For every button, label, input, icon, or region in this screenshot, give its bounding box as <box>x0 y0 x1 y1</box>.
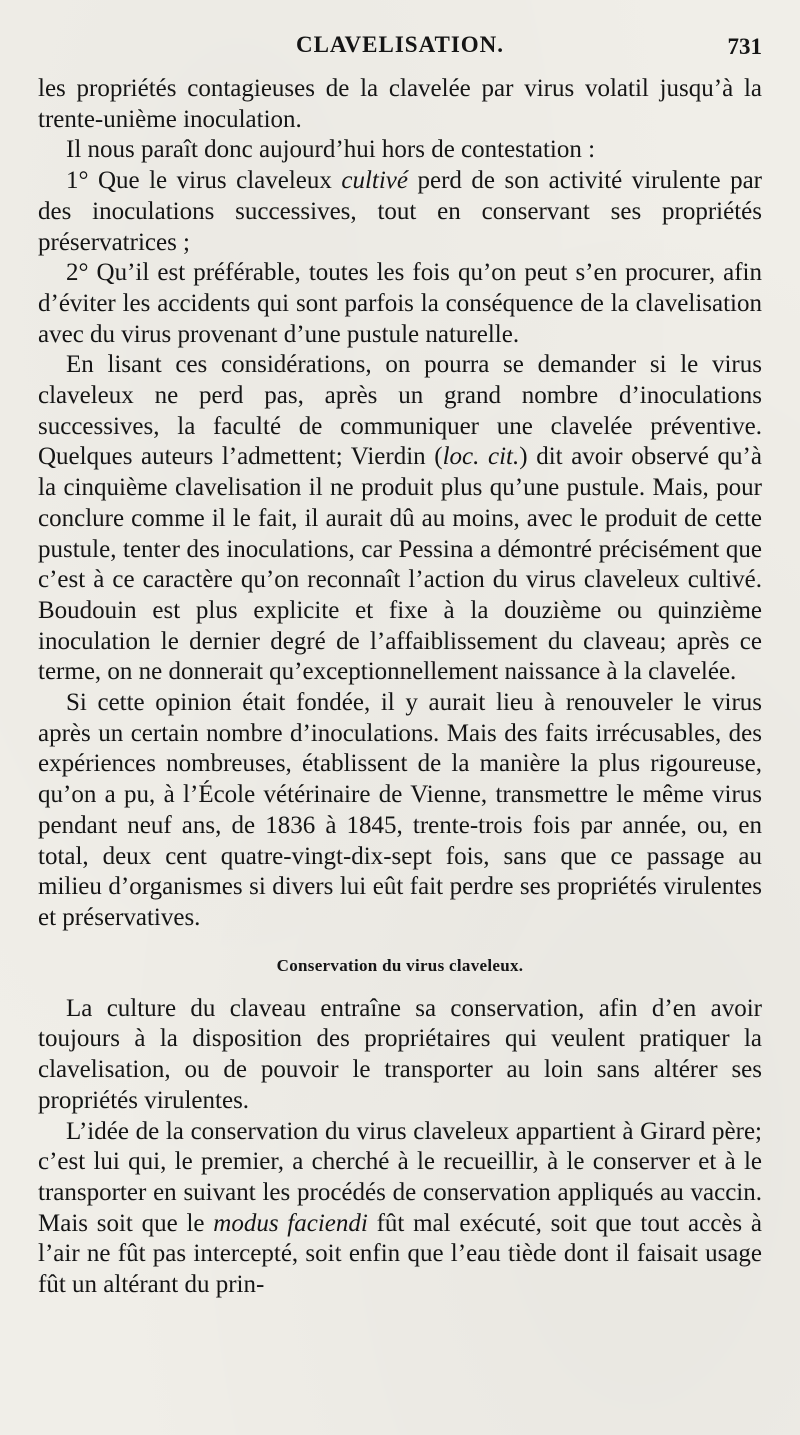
page-number: 731 <box>727 34 762 59</box>
paragraph <box>38 135 762 166</box>
paragraph-text: Si cette opinion était fondée, il y aurait lieu à renouveler le virus après un certain nombre d’inoculations. Mais des faits irrécusables, des expériences nombreuses, établissent de la manière la plus rigoureuse, qu’on a pu, à l’École vétérinaire de Vienne, transmettre le même virus pendant neuf ans, de 1836 à 1845, trente-trois fois par année, ou, en total, deux cent quatre-vingt-dix-sept fois, sans que ce passage au milieu d’organismes si divers lui eût fait perdre ses propriétés virulentes et préservatives. <box>38 689 762 931</box>
paragraph-text: La culture du claveau entraîne sa conservation, afin d’en avoir toujours à la disposition des propriétaires qui veulent pratiquer la clavelisation, ou de pouvoir le transporter au loin sans altérer ses propriétés virulentes. <box>38 994 762 1114</box>
paragraph <box>38 1117 762 1301</box>
paragraph <box>38 258 762 350</box>
paragraph-text: perd de son activité virulente par des inoculations successives, tout en conservant ses propriétés préservatrices ; <box>38 167 762 256</box>
paragraphs-bottom <box>38 994 762 1301</box>
paragraph <box>38 74 762 135</box>
paragraph-text: fût mal exécuté, soit que tout accès à l’air ne fût pas intercepté, soit enfin que l’eau tiède dont il faisait usage fût un altérant du prin- <box>38 1209 762 1299</box>
paragraph-text: L’idée de la conservation du virus claveleux appartient à Girard père; c’est lui qui, le premier, a cherché à le recueillir, à le conserver et à le transporter en suivant les procédés de conservation appliqués au vaccin. Mais soit que le <box>38 1117 762 1237</box>
italic-text: modus faciendi <box>213 1209 368 1237</box>
body-text <box>38 74 762 1301</box>
page-header <box>38 32 762 66</box>
paragraph-text: 1° Que le virus claveleux <box>66 167 342 195</box>
paragraph <box>38 166 762 258</box>
paragraph <box>38 688 762 934</box>
paragraphs-top <box>38 74 762 934</box>
paragraph-text: les propriétés contagieuses de la clavelée par virus volatil jusqu’à la trente-unième inoculation. <box>38 75 762 133</box>
paragraph-text: 2° Qu’il est préférable, toutes les fois qu’on peut s’en procurer, afin d’éviter les accidents qui sont parfois la conséquence de la clavelisation avec du virus provenant d’une pustule naturelle. <box>38 259 762 348</box>
running-title: CLAVELISATION. <box>295 32 505 57</box>
italic-text: cultivé <box>341 167 409 195</box>
paragraph-text: ) dit avoir observé qu’à la cinquième clavelisation il ne produit plus qu’une pustule. Mais, pour conclure comme il le fait, il aurait dû au moins, avec le produit de cette pustule, tenter des inoculations, car Pessina a démontré précisément que c’est à ce caractère qu’on reconnaît l’action du virus claveleux cultivé. Boudouin est plus explicite et fixe à la douzième ou quinzième inoculation le dernier degré de l’affaiblissement du claveau; après ce terme, on ne donnerait qu’exceptionnellement naissance à la clavelée. <box>38 443 762 686</box>
italic-text: loc. cit. <box>442 443 520 471</box>
section-heading: Conservation du virus claveleux. <box>276 955 524 975</box>
paragraph-text: En lisant ces considérations, on pourra se demander si le virus claveleux ne perd pas, après un grand nombre d’inoculations successives, la faculté de communiquer une clavelée préventive. Quelques auteurs l’admettent; Vierdin ( <box>38 351 762 471</box>
paragraph-text: Il nous paraît donc aujourd’hui hors de contestation : <box>66 136 596 164</box>
paragraph <box>38 994 762 1117</box>
paragraph <box>38 350 762 688</box>
